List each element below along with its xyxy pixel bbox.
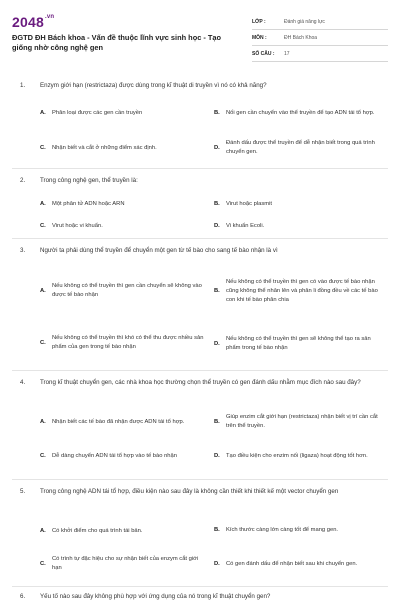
meta-subject: MÔN : ĐH Bách Khoa [252,30,388,46]
question-2-option-d[interactable]: D. Vi khuẩn Ecoli. [214,222,265,229]
question-5-option-b[interactable]: B. Kích thước càng lớn càng tốt để mang gen. [214,526,339,533]
question-3-option-c[interactable]: C. Nếu không có thể truyền thì khó có thể thu được nhiều sản phẩm của gen trong tế bào nhận [40,335,204,350]
question-3-option-d[interactable]: D. Nếu không có thể truyền thì gen sẽ không thể tạo ra sản phẩm trong tế bào nhận [214,336,371,351]
question-4-stem: 4. Trong kĩ thuật chuyển gen, các nhà khoa học thường chọn thể truyền có gen đánh dấu nhằm mục đích nào sau đây? [20,379,361,386]
question-6-stem: 6. Yếu tố nào sau đây không phù hợp với ứng dụng của nó trong kĩ thuật chuyển gen? [20,593,271,600]
meta-info [252,14,388,62]
question-1-option-a[interactable]: A. Phân loại được các gen cần truyền [40,109,143,116]
question-2-option-b[interactable]: B. Virut hoặc plasmit [214,200,272,207]
question-5-stem: 5. Trong công nghệ ADN tái tổ hợp, điều kiện nào sau đây là không cần thiết khi thiết kế một vector chuyển gen [20,488,339,495]
question-divider [12,370,388,371]
question-2-option-c[interactable]: C. Virut hoặc vi khuẩn. [40,222,103,229]
question-divider [12,586,388,587]
page-header [0,0,400,64]
question-3-option-a[interactable]: A. Nếu không có thể truyền thì gen cần chuyển sẽ không vào được tế bào nhận [40,283,202,298]
question-4-option-b[interactable]: B. Giúp enzim cắt giới hạn (restrictaza) nhận biết vị trí cần cắt trên thể truyền. [214,414,378,429]
question-5-option-a[interactable]: A. Có khởi điểm cho quá trình tái bản. [40,527,143,534]
question-1-stem: 1. Enzym giới hạn (restrictaza) được dùng trong kĩ thuật di truyền vì nó có khả năng? [20,82,267,89]
question-divider [12,168,388,169]
question-4-option-a[interactable]: A. Nhận biết các tế bào đã nhận được ADN tái tổ hợp. [40,418,185,425]
question-5-option-c[interactable]: C. Có trình tự đặc hiệu cho sự nhận biết của enzym cắt giới hạn [40,556,199,571]
question-4-option-c[interactable]: C. Dễ dàng chuyển ADN tái tổ hợp vào tế bào nhận [40,452,177,459]
question-3-option-b[interactable]: B. Nếu không có thể truyền thì gen có vào được tế bào nhận cũng không thể nhân lên và phân li đồng đều về các tế bào con khi tế bào phân chia [214,278,378,303]
question-2-option-a[interactable]: A. Một phân tử ADN hoặc ARN [40,200,125,207]
question-2-stem: 2. Trong công nghệ gen, thể truyền là: [20,177,138,184]
question-1-option-c[interactable]: C. Nhận biết và cắt ở những điểm xác định. [40,144,157,151]
meta-count: SỐ CÂU : 17 [252,46,388,62]
question-4-option-d[interactable]: D. Tạo điều kiện cho enzim nối (ligaza) hoạt động tốt hơn. [214,452,368,459]
question-divider [12,479,388,480]
question-divider [12,238,388,239]
question-1-option-d[interactable]: D. Đánh dấu được thể truyền để dễ nhận biết trong quá trình chuyển gen. [214,140,375,155]
question-1-option-b[interactable]: B. Nối gen cần chuyển vào thể truyền để tạo ADN tái tổ hợp. [214,109,375,116]
document-title: ĐGTD ĐH Bách khoa - Vấn đề thuộc lĩnh vực sinh học - Tạo giống nhờ công nghệ gen [12,33,222,52]
question-3-stem: 3. Người ta phải dùng thể truyền để chuyển một gen từ tế bào cho sang tế bào nhận là vì [20,247,278,254]
meta-class: LỚP : Đánh giá năng lực [252,14,388,30]
question-5-option-d[interactable]: D. Có gen đánh dấu để nhận biết sau khi chuyển gen. [214,560,358,567]
site-logo[interactable]: $2048^{.vn}$ [12,14,55,30]
